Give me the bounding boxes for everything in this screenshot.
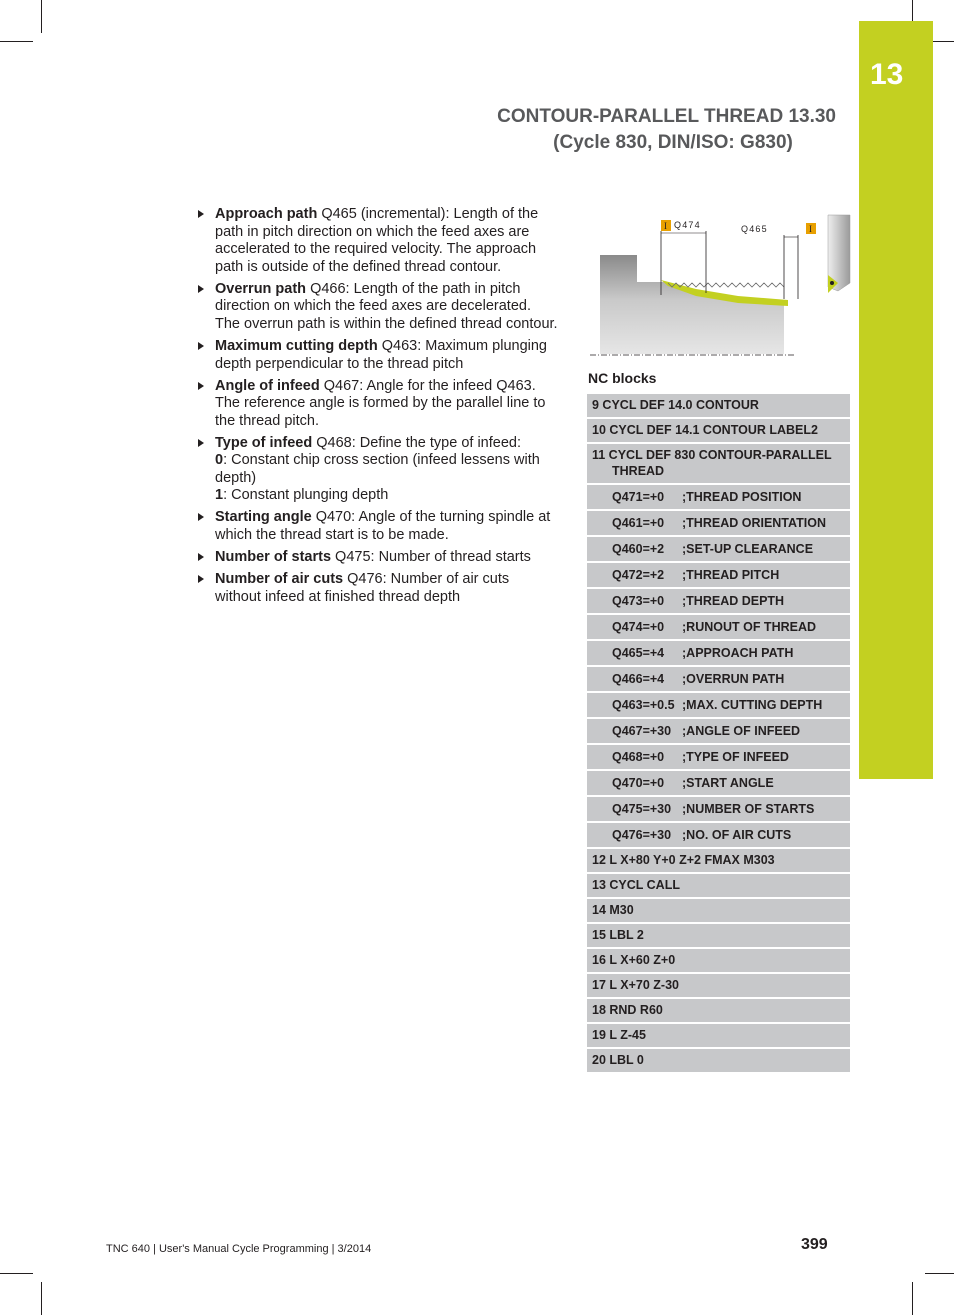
nc-parameter: Q461=+0 [612, 516, 665, 530]
nc-parameter: Q467=+30 [612, 724, 672, 738]
table-row [587, 589, 850, 613]
nc-comment: ;SET-UP CLEARANCE [682, 542, 814, 556]
crop-mark [912, 0, 913, 21]
term: Angle of infeed [215, 377, 320, 394]
nc-line: 10 CYCL DEF 14.1 CONTOUR LABEL2 [592, 423, 818, 437]
nc-parameter: Q471=+0 [612, 490, 665, 504]
term: Number of air cuts [215, 571, 344, 588]
nc-comment: ;NUMBER OF STARTS [682, 802, 815, 816]
nc-comment: ;START ANGLE [682, 776, 774, 790]
list-item [198, 206, 558, 276]
description: Q466: Length of the path in pitch direction on which the feed axes are decelerated. The overrun path is within the defined thread contour. [215, 280, 558, 332]
crop-mark [41, 1282, 42, 1315]
nc-comment: ;THREAD ORIENTATION [682, 516, 826, 530]
nc-line: 12 L X+80 Y+0 Z+2 FMAX M303 [592, 853, 775, 867]
crop-mark [0, 41, 33, 42]
table-row [587, 999, 850, 1022]
nc-parameter: Q475=+30 [612, 802, 672, 816]
list-item [198, 378, 558, 431]
nc-line: 11 CYCL DEF 830 CONTOUR-PARALLEL [592, 448, 832, 462]
workpiece [600, 255, 784, 354]
marker-label: I [664, 221, 667, 231]
bullet-arrow-icon [198, 382, 204, 390]
nc-parameter: Q468=+0 [612, 750, 665, 764]
option-text: : Constant plunging depth [223, 487, 389, 504]
nc-line: 15 LBL 2 [592, 928, 644, 942]
nc-parameter: Q473=+0 [612, 594, 665, 608]
nc-parameter: Q463=+0.5 [612, 698, 675, 712]
crop-mark [0, 1273, 33, 1274]
nc-parameter: Q470=+0 [612, 776, 665, 790]
option-key: 0 [215, 452, 224, 469]
table-row [587, 394, 850, 417]
list-item [198, 281, 558, 334]
chapter-number: 13 [870, 58, 904, 91]
table-row [587, 823, 850, 847]
nc-comment: ;THREAD POSITION [682, 490, 802, 504]
page-number: 399 [801, 1236, 828, 1253]
table-row [587, 693, 850, 717]
nc-comment: ;ANGLE OF INFEED [682, 724, 801, 738]
table-row [587, 849, 850, 872]
nc-comment: ;RUNOUT OF THREAD [682, 620, 817, 634]
option-key: 1 [215, 487, 224, 504]
nc-parameter: Q476=+30 [612, 828, 672, 842]
crop-mark [925, 1273, 954, 1274]
list-item [198, 435, 558, 505]
nc-parameter: Q465=+4 [612, 646, 665, 660]
nc-comment: ;MAX. CUTTING DEPTH [682, 698, 823, 712]
term: Starting angle [215, 509, 312, 526]
description: Q475: Number of thread starts [331, 549, 531, 566]
table-row [587, 1024, 850, 1047]
nc-line: 9 CYCL DEF 14.0 CONTOUR [592, 398, 759, 412]
parameter-list [198, 206, 558, 611]
nc-line: 14 M30 [592, 903, 634, 917]
title-line-2: (Cycle 830, DIN/ISO: G830) [553, 132, 793, 153]
nc-parameter: Q472=+2 [612, 568, 665, 582]
nc-parameter: Q466=+4 [612, 672, 665, 686]
table-row [587, 641, 850, 665]
table-row [587, 667, 850, 691]
table-row [587, 771, 850, 795]
term: Overrun path [215, 280, 307, 297]
chapter-tab [859, 21, 933, 779]
title-line-1: CONTOUR-PARALLEL THREAD 13.30 [497, 106, 836, 127]
description: Q468: Define the type of infeed: [312, 434, 521, 451]
table-row [587, 1049, 850, 1072]
label-q465: Q465 [741, 224, 768, 234]
table-row [587, 419, 850, 442]
nc-comment: ;APPROACH PATH [682, 646, 794, 660]
label-q474: Q474 [674, 220, 701, 230]
bullet-arrow-icon [198, 575, 204, 583]
table-row [587, 924, 850, 947]
description: Q463: Maximum plunging depth perpendicular to the thread pitch [215, 337, 547, 372]
nc-blocks-table [587, 394, 850, 1074]
table-row [587, 745, 850, 769]
bullet-arrow-icon [198, 342, 204, 350]
page-title [420, 104, 836, 156]
nc-line: 19 L Z-45 [592, 1028, 646, 1042]
table-row [587, 485, 850, 509]
bullet-arrow-icon [198, 553, 204, 561]
list-item [198, 338, 558, 373]
table-row [587, 719, 850, 743]
description: Q476: Number of air cuts without infeed at finished thread depth [215, 571, 510, 605]
term: Number of starts [215, 549, 332, 566]
table-row [587, 537, 850, 561]
description: Q467: Angle for the infeed Q463. The reference angle is formed by the parallel line to the thread pitch. [215, 377, 546, 429]
bullet-arrow-icon [198, 513, 204, 521]
tool-point [830, 281, 834, 285]
option-text: : Constant chip cross section (infeed lessens with depth) [215, 452, 540, 486]
table-row [587, 949, 850, 972]
table-row [587, 563, 850, 587]
nc-line: 13 CYCL CALL [592, 878, 680, 892]
term: Maximum cutting depth [215, 337, 378, 354]
nc-comment: ;NO. OF AIR CUTS [682, 828, 792, 842]
table-row [587, 974, 850, 997]
bullet-arrow-icon [198, 439, 204, 447]
footer-text: TNC 640 | User's Manual Cycle Programming | 3/2014 [106, 1243, 372, 1255]
marker-label: I [809, 224, 812, 234]
nc-comment: ;TYPE OF INFEED [682, 750, 789, 764]
bullet-arrow-icon [198, 210, 204, 218]
nc-blocks-heading: NC blocks [588, 370, 657, 386]
term: Approach path [215, 206, 318, 222]
nc-line: 16 L X+60 Z+0 [592, 953, 676, 967]
description: Q465 (incremental): Length of the path in pitch direction on which the feed axes are accelerated to the required velocity. The approach path is outside of the defined thread contour. [215, 206, 539, 275]
list-item [198, 549, 558, 567]
crop-mark [912, 1282, 913, 1315]
list-item [198, 509, 558, 544]
nc-comment: ;OVERRUN PATH [682, 672, 785, 686]
description: Q470: Angle of the turning spindle at which the thread start is to be made. [215, 509, 551, 544]
thread-diagram [588, 213, 852, 361]
table-row [587, 874, 850, 897]
table-row [587, 899, 850, 922]
table-row [587, 615, 850, 639]
nc-line-continued: THREAD [612, 464, 665, 478]
table-row [587, 797, 850, 821]
list-item [198, 571, 558, 606]
table-row [587, 511, 850, 535]
nc-comment: ;THREAD PITCH [682, 568, 780, 582]
nc-line: 18 RND R60 [592, 1003, 663, 1017]
nc-line: 20 LBL 0 [592, 1053, 644, 1067]
table-row [587, 444, 850, 483]
nc-comment: ;THREAD DEPTH [682, 594, 785, 608]
nc-parameter: Q460=+2 [612, 542, 665, 556]
crop-mark [41, 0, 42, 33]
crop-mark [933, 41, 954, 42]
nc-line: 17 L X+70 Z-30 [592, 978, 679, 992]
term: Type of infeed [215, 434, 313, 451]
bullet-arrow-icon [198, 285, 204, 293]
nc-parameter: Q474=+0 [612, 620, 665, 634]
